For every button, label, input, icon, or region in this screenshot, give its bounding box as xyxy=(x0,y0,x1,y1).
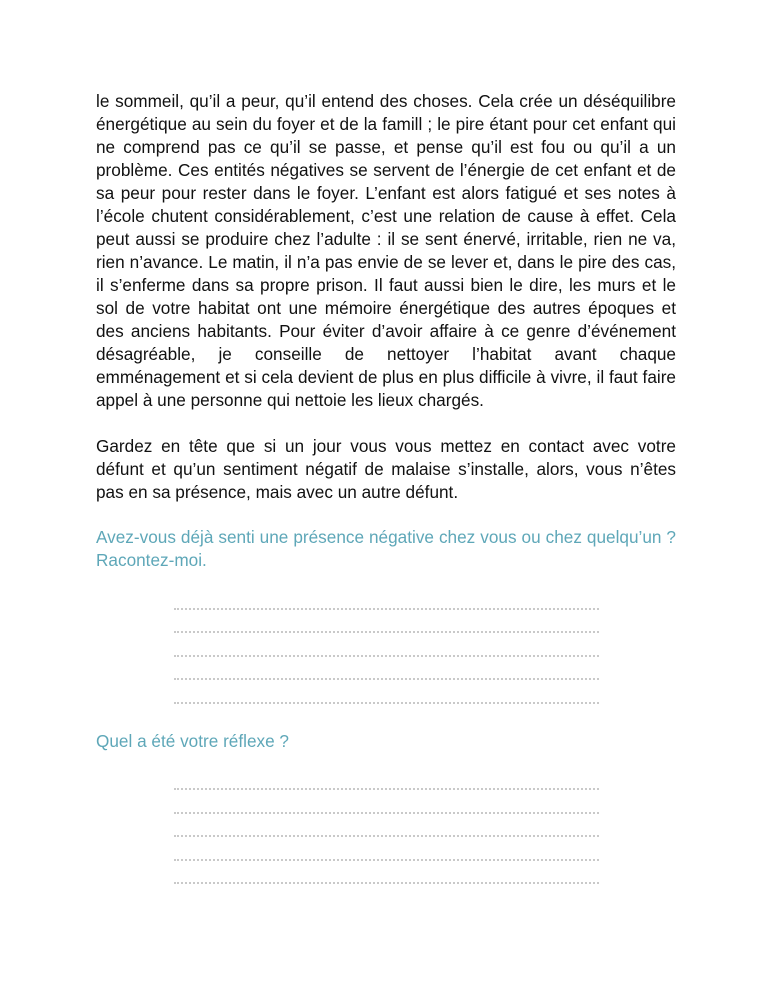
answer-area-1[interactable] xyxy=(174,586,599,704)
answer-line[interactable] xyxy=(174,767,599,791)
answer-area-2[interactable] xyxy=(174,767,599,885)
answer-line[interactable] xyxy=(174,861,599,885)
answer-line[interactable] xyxy=(174,633,599,657)
answer-line[interactable] xyxy=(174,680,599,704)
answer-line[interactable] xyxy=(174,586,599,610)
answer-line[interactable] xyxy=(174,610,599,634)
answer-line[interactable] xyxy=(174,657,599,681)
answer-line[interactable] xyxy=(174,814,599,838)
body-paragraph-2: Gardez en tête que si un jour vous vous mettez en contact avec votre défunt et qu’un sentiment négatif de malaise s’installe, alors, vous n’êtes pas en sa présence, mais avec un autre défunt. xyxy=(96,436,676,502)
body-paragraph-1: le sommeil, qu’il a peur, qu’il entend des choses. Cela crée un déséquilibre énergétique au sein du foyer et de la famill ; le pire étant pour cet enfant qui ne comprend pas ce qu’il se passe, et pense qu’il est fou ou qu’il a un problème. Ces entités négatives se servent de l’énergie de cet enfant et de sa peur pour rester dans le foyer. L’enfant est alors fatigué et ses notes à l’école chutent considérablement, c’est une relation de cause à effet. Cela peut aussi se produire chez l’adulte : il se sent énervé, irritable, rien ne va, rien n’avance. Le matin, il n’a pas envie de se lever et, dans le pire des cas, il s’enferme dans sa propre prison. Il faut aussi bien le dire, les murs et le sol de votre habitat ont une mémoire énergétique des autres époques et des anciens habitants. Pour éviter d’avoir affaire à ce genre d’événement désagréable, je conseille de nettoyer l’habitat avant chaque emménagement et si cela devient de plus en plus difficile à vivre, il faut faire appel à une personne qui nettoie les lieux chargés. xyxy=(96,91,676,410)
document-page xyxy=(96,90,676,884)
answer-line[interactable] xyxy=(174,837,599,861)
answer-line[interactable] xyxy=(174,790,599,814)
question-1: Avez-vous déjà senti une présence négative chez vous ou chez quelqu’un ? Racontez-moi. xyxy=(96,527,676,570)
question-2: Quel a été votre réflexe ? xyxy=(96,730,289,751)
